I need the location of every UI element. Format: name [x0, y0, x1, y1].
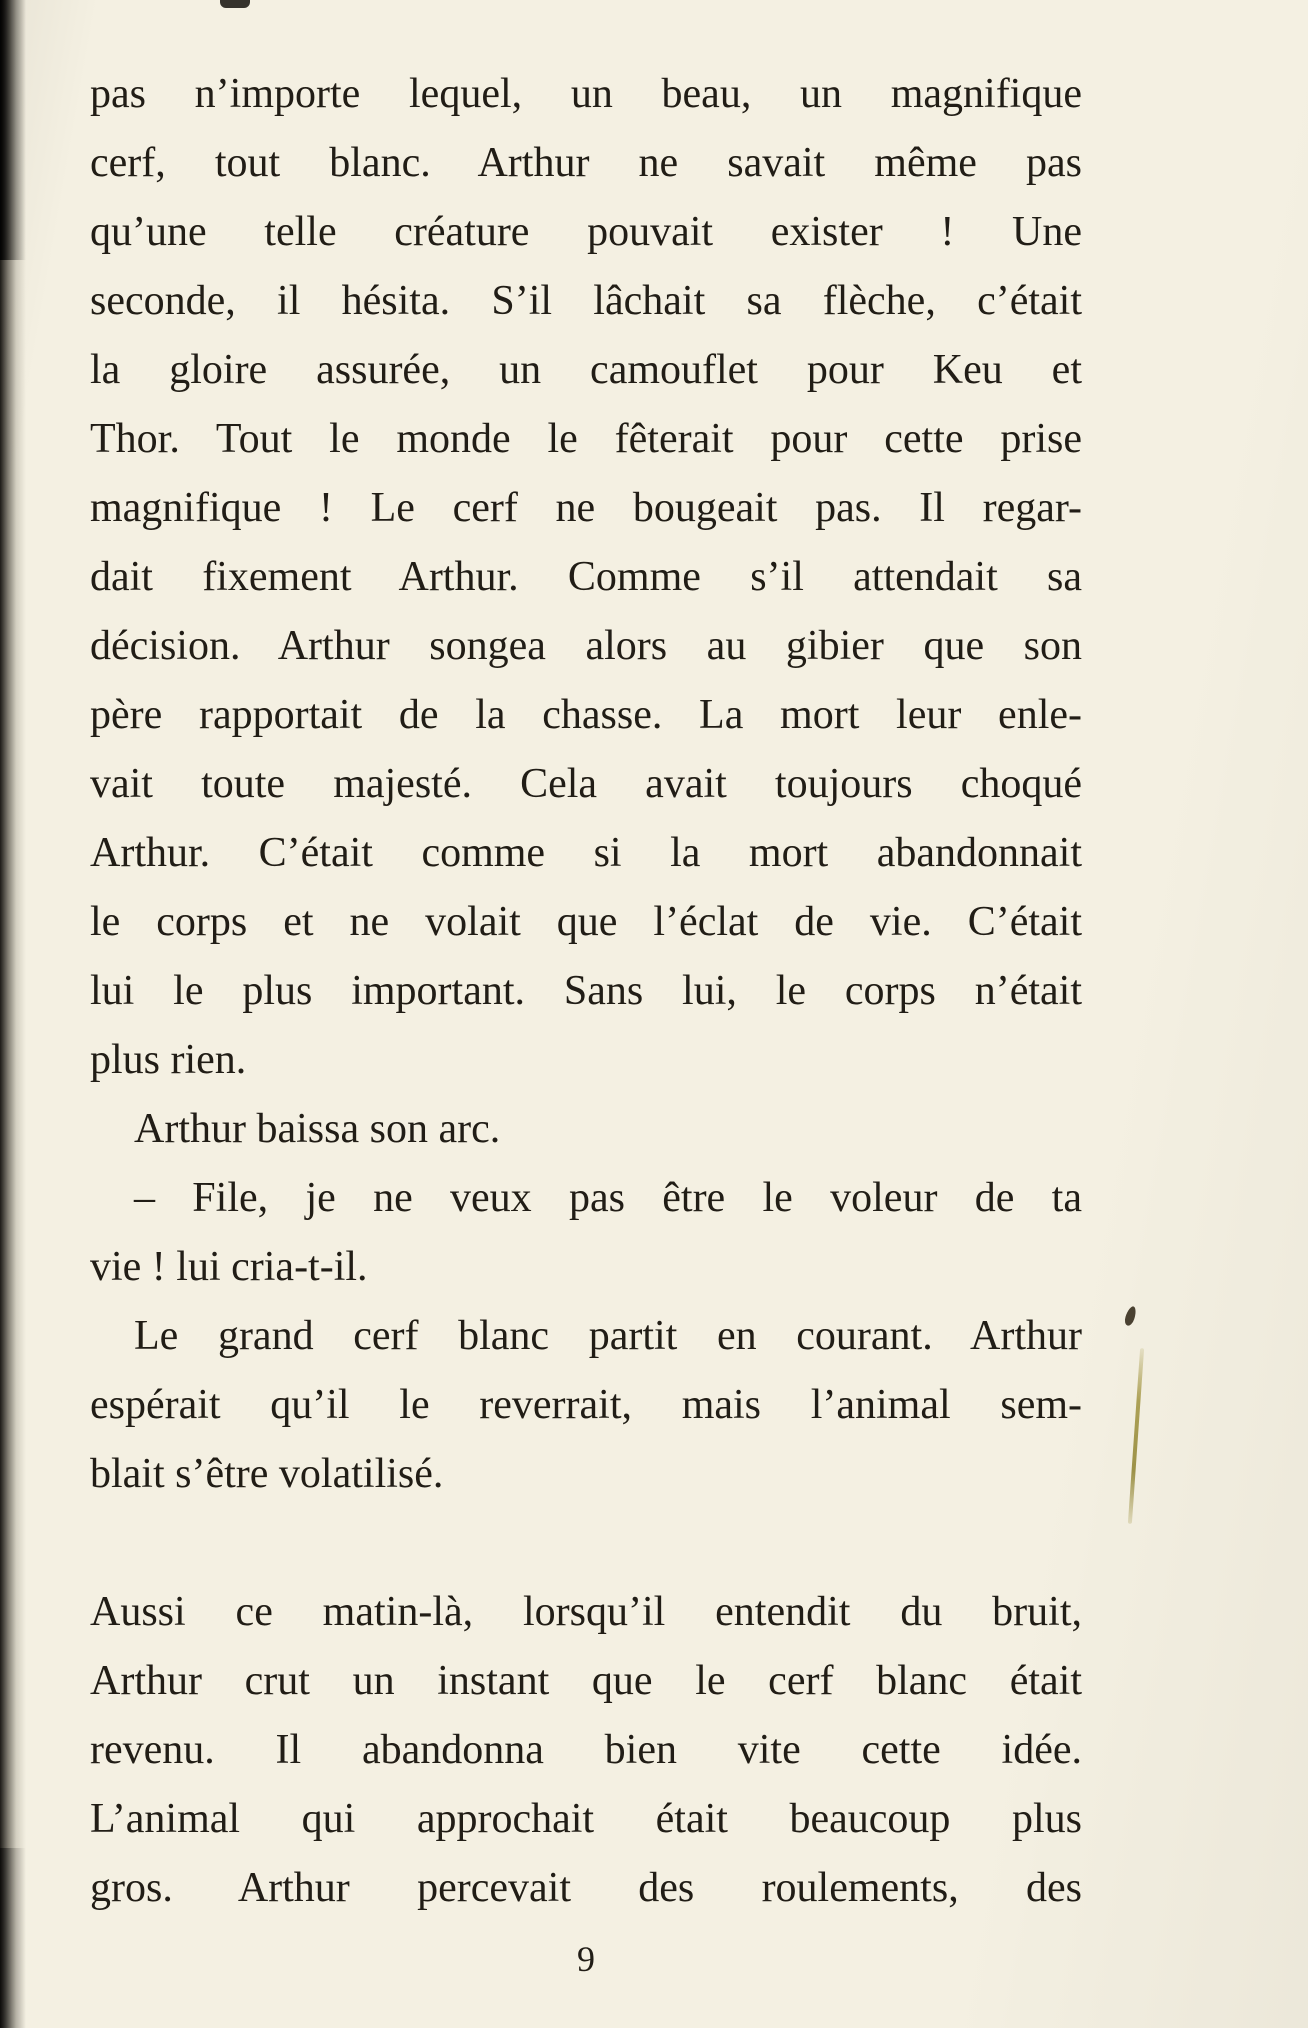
- page-text-block: [90, 60, 1082, 1923]
- paragraph-gap: [90, 1509, 1082, 1578]
- scan-artifact-top-notch: [220, 0, 250, 8]
- text-line: gros. Arthur percevait des roulements, des: [90, 1865, 1082, 1911]
- text-line: la gloire assurée, un camouflet pour Keu et: [90, 347, 1082, 393]
- text-line: vait toute majesté. Cela avait toujours choqué: [90, 761, 1082, 807]
- text-line: le corps et ne volait que l’éclat de vie. C’était: [90, 899, 1082, 945]
- text-line: L’animal qui approchait était beaucoup plus: [90, 1796, 1082, 1842]
- scan-gutter-shadow: [0, 0, 26, 2028]
- text-line: Arthur crut un instant que le cerf blanc était: [90, 1658, 1082, 1704]
- text-line: plus rien.: [90, 1037, 247, 1083]
- text-line: dait fixement Arthur. Comme s’il attendait sa: [90, 554, 1082, 600]
- text-line: magnifique ! Le cerf ne bougeait pas. Il regar-: [90, 485, 1082, 531]
- text-line: Arthur baissa son arc.: [134, 1106, 501, 1152]
- text-line: blait s’être volatilisé.: [90, 1451, 444, 1497]
- text-line: espérait qu’il le reverrait, mais l’animal sem-: [90, 1382, 1082, 1428]
- text-line: Thor. Tout le monde le fêterait pour cette prise: [90, 416, 1082, 462]
- text-line: décision. Arthur songea alors au gibier que son: [90, 623, 1082, 669]
- page-number: 9: [577, 1939, 595, 1979]
- scan-artifact-stain-line: [1128, 1348, 1144, 1524]
- text-line: cerf, tout blanc. Arthur ne savait même pas: [90, 140, 1082, 186]
- text-line: qu’une telle créature pouvait exister ! Une: [90, 209, 1082, 255]
- text-line: Le grand cerf blanc partit en courant. Arthur: [134, 1313, 1082, 1359]
- text-line: seconde, il hésita. S’il lâchait sa flèche, c’était: [90, 278, 1082, 324]
- scan-artifact-mark: [1123, 1305, 1138, 1327]
- text-line: Aussi ce matin-là, lorsqu’il entendit du bruit,: [90, 1589, 1082, 1635]
- text-line: Arthur. C’était comme si la mort abandonnait: [90, 830, 1082, 876]
- text-line: pas n’importe lequel, un beau, un magnifique: [90, 71, 1082, 117]
- text-line: père rapportait de la chasse. La mort leur enle-: [90, 692, 1082, 738]
- text-line: revenu. Il abandonna bien vite cette idée.: [90, 1727, 1082, 1773]
- text-line: – File, je ne veux pas être le voleur de ta: [134, 1175, 1082, 1221]
- text-line: vie ! lui cria-t-il.: [90, 1244, 368, 1290]
- text-line: lui le plus important. Sans lui, le corps n’était: [90, 968, 1082, 1014]
